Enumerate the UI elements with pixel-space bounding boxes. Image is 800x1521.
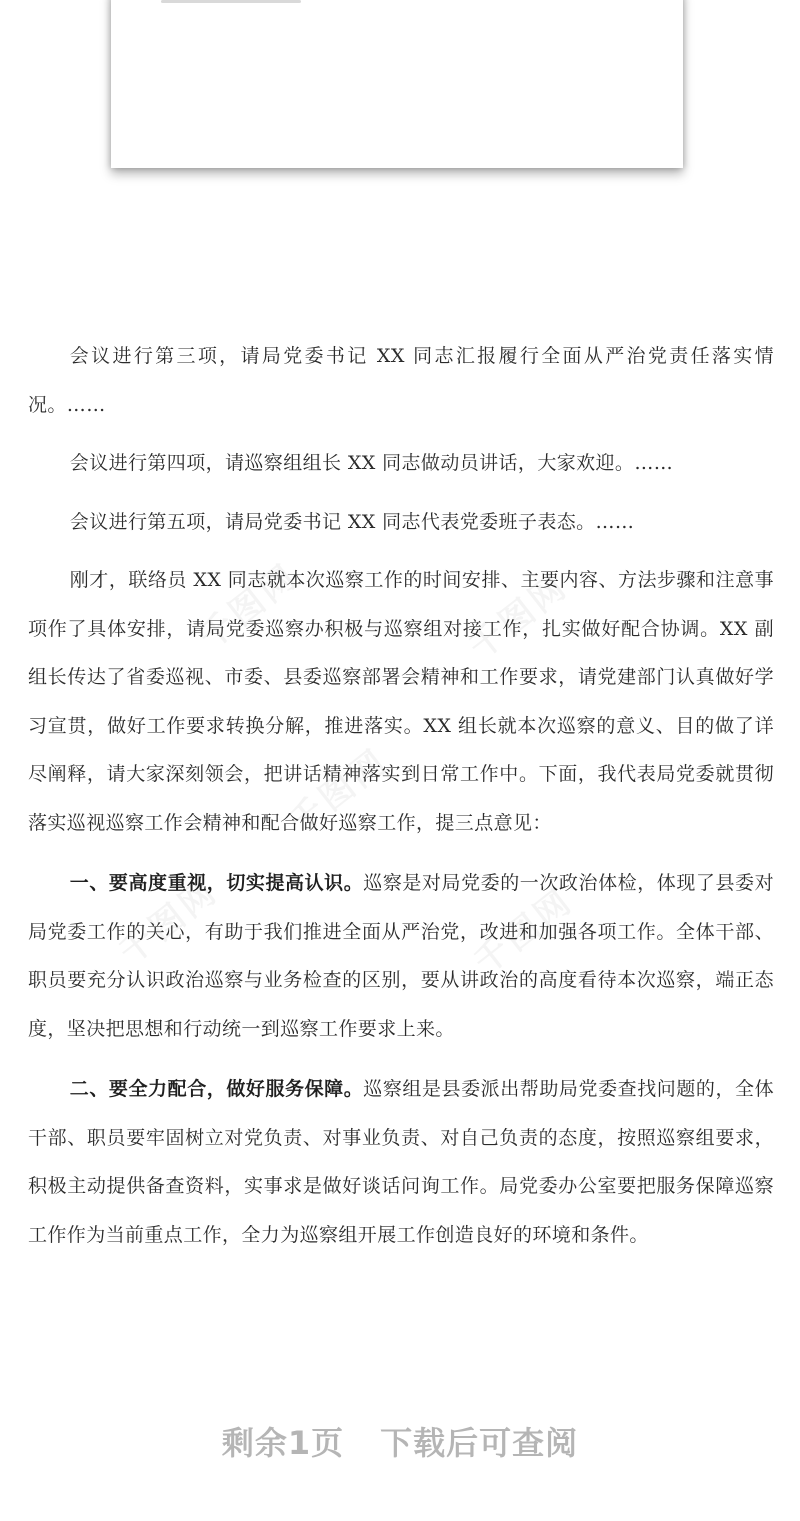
point-one-paragraph bbox=[28, 859, 774, 1053]
remaining-pages-label: 剩余1页 bbox=[221, 1424, 345, 1462]
summary-paragraph bbox=[28, 556, 774, 847]
point-heading: 一、要高度重视，切实提高认识。 bbox=[69, 872, 364, 894]
point-two-paragraph bbox=[28, 1065, 774, 1259]
faint-text-line bbox=[161, 0, 301, 3]
paragraph-text: 会议进行第三项，请局党委书记 XX 同志汇报履行全面从严治党责任落实情况。…… bbox=[28, 345, 774, 416]
download-hint-label: 下载后可查阅 bbox=[380, 1424, 579, 1462]
paragraph-item-5 bbox=[28, 498, 774, 547]
paragraph-text: 会议进行第五项，请局党委书记 XX 同志代表党委班子表态。…… bbox=[69, 510, 635, 533]
paragraph-item-4 bbox=[28, 439, 774, 488]
paragraph-text: 刚才，联络员 XX 同志就本次巡察工作的时间安排、主要内容、方法步骤和注意事项作了具体安排，请局党委巡察办积极与巡察组对接工作，扎实做好配合协调。XX 副组长传达了省委巡视、市委、县委巡察部署会精神和工作要求，请党建部门认真做好学习宣贯，做好工作要求转换分解，推进落实。XX 组长就本次巡察的意义、目的做了详尽阐释，请大家深刻领会，把讲话精神落实到日常工作中。下面，我代表局党委就贯彻落实巡视巡察工作会精神和配合做好巡察工作，提三点意见： bbox=[28, 569, 774, 834]
remaining-pages-banner[interactable] bbox=[0, 1418, 800, 1464]
paragraph-text: 巡察是对局党委的一次政治体检，体现了县委对局党委工作的关心，有助于我们推进全面从严治党，改进和加强各项工作。全体干部、职员要充分认识政治巡察与业务检查的区别，要从讲政治的高度看待本次巡察，端正态度，坚决把思想和行动统一到巡察工作要求上来。 bbox=[28, 872, 774, 1040]
paragraph-text: 会议进行第四项，请巡察组组长 XX 同志做动员讲话，大家欢迎。…… bbox=[69, 452, 674, 474]
paragraph-item-3 bbox=[28, 332, 774, 429]
paragraph-text: 巡察组是县委派出帮助局党委查找问题的，全体干部、职员要牢固树立对党负责、对事业负责、对自己负责的态度，按照巡察组要求，积极主动提供备查资料，实事求是做好谈话问询工作。局党委办公室要把服务保障巡察工作作为当前重点工作，全力为巡察组开展工作创造良好的环境和条件。 bbox=[28, 1078, 774, 1246]
point-heading: 二、要全力配合，做好服务保障。 bbox=[69, 1078, 364, 1100]
previous-page-preview bbox=[111, 0, 683, 168]
document-body bbox=[28, 332, 774, 1259]
